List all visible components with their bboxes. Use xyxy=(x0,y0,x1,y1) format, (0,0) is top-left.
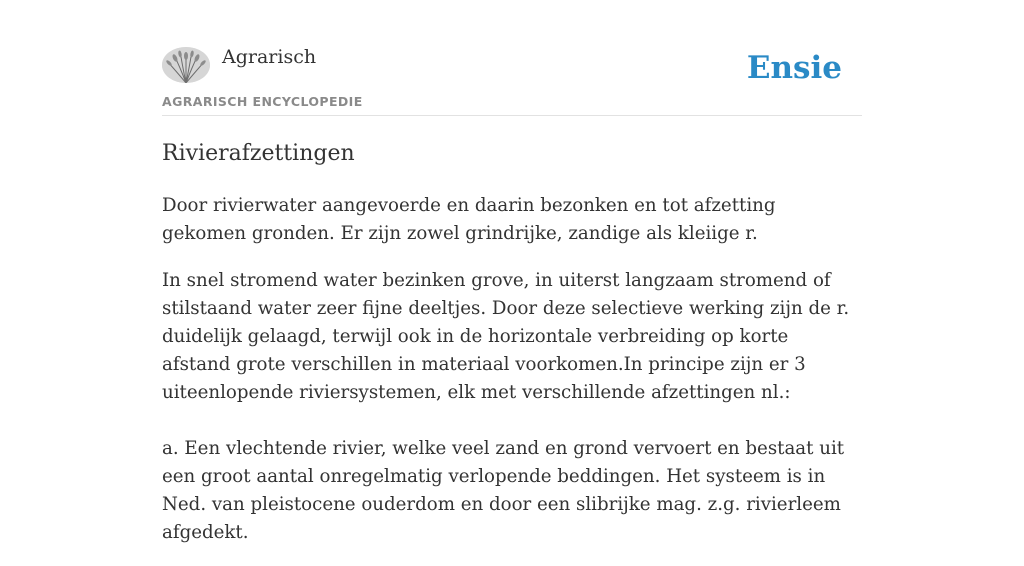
source-subtitle: AGRARISCH ENCYCLOPEDIE xyxy=(162,94,363,109)
article-body xyxy=(162,192,862,566)
site-header xyxy=(162,0,862,116)
source-name[interactable]: Agrarisch xyxy=(222,46,317,68)
brand-logo[interactable]: Ensie xyxy=(746,50,842,86)
wheat-icon[interactable] xyxy=(162,47,210,83)
article-title: Rivierafzettingen xyxy=(162,141,355,166)
page xyxy=(162,0,862,543)
article-paragraph: Door rivierwater aangevoerde en daarin bezonken en tot afzetting gekomen gronden. Er zijn zowel grindrijke, zandige als kleiige r. xyxy=(162,195,776,244)
article-paragraph: a. Een vlechtende rivier, welke veel zand en grond vervoert en bestaat uit een groot aantal onregelmatig verlopende beddingen. Het systeem is in Ned. van pleistocene ouderdom en door een slibrijke mag. z.g. rivierleem afgedekt. xyxy=(162,438,845,543)
article-paragraph: In snel stromend water bezinken grove, in uiterst langzaam stromend of stilstaand water zeer fijne deeltjes. Door deze selectieve werking zijn de r. duidelijk gelaagd, terwijl ook in de horizontale verbreiding op korte afstand grote verschillen in materiaal voorkomen.In principe zijn er 3 uiteenlopende riviersystemen, elk met verschillende afzettingen nl.: xyxy=(162,270,850,403)
